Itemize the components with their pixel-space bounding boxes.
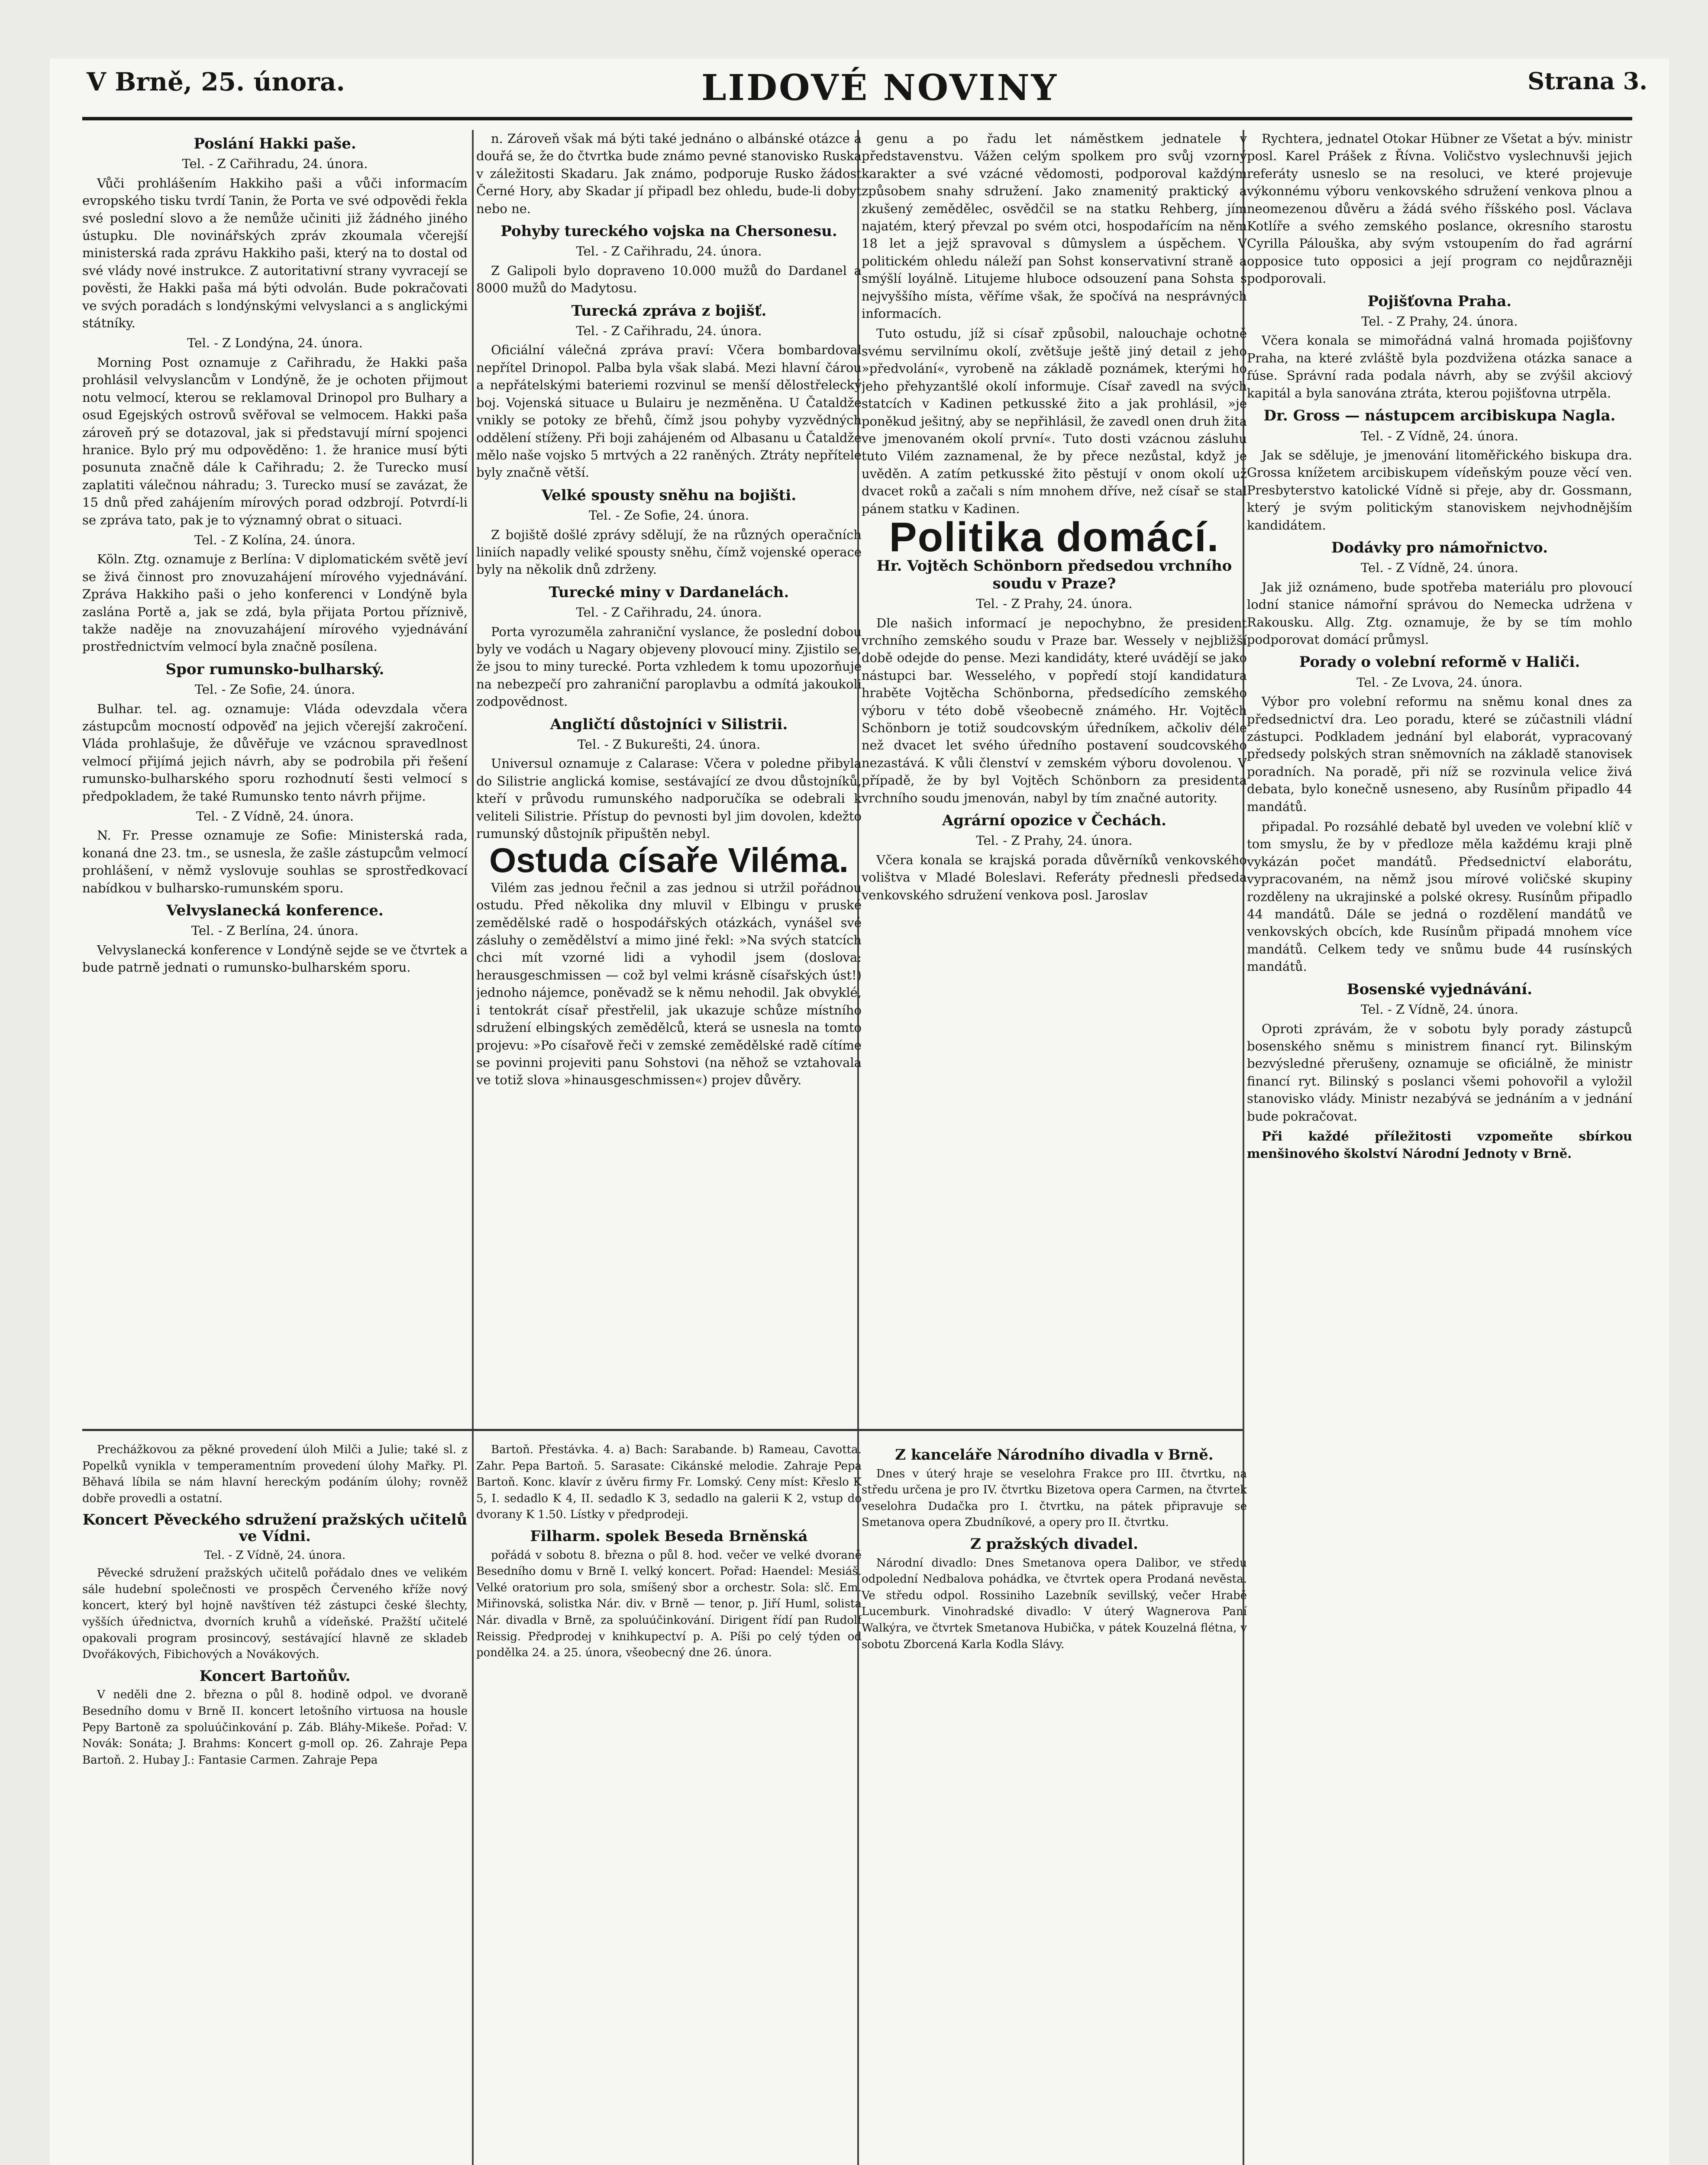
article-paragraph: Jak se sděluje, je jmenování litoměřického biskupa dra. Grossa knížetem arcibiskupem vídeňským pouze věcí ven. Presbyterstvo katolické Vídně si přeje, aby dr. Gossmann, který je svým politickým stanoviskem nejvhodnějším kandidátem.: [1247, 447, 1632, 533]
dateline: Tel. - Z Cařihradu, 24. února.: [576, 323, 762, 339]
article-paragraph: Národní divadlo: Dnes Smetanova opera Dalibor, ve středu odpolední Nedbalova pohádka, ve čtvrtek opera Prodaná nevěsta. Ve středu odpol. Rossiniho Lazebník sevillský, večer Hrabě Lucemburk. Vinohradské divadlo: V úterý Wagnerova Paní Walkýra, ve čtvrtek Smetanova Hubička, v pátek Kouzelná flétna, v sobotu Zborcená Karla Kodla Slávy.: [862, 1556, 1247, 1651]
masthead: LIDOVÉ NOVINY: [701, 67, 1059, 109]
dateline: Tel. - Z Bukurešti, 24. února.: [577, 737, 761, 752]
headline: Porady o volební reformě v Haliči.: [1299, 653, 1580, 671]
article-paragraph: Dnes v úterý hraje se veselohra Frakce pro III. čtvrtku, na středu určena je pro IV. čtvrtku Bizetova opera Carmen, na čtvrtek veselohra Dudačka pro I. čtvrtku, na pátek připravuje se Smetanova opera Zbudníkové, a opery pro II. čtvrtku.: [862, 1467, 1247, 1529]
headline: Z kanceláře Národního divadla v Brně.: [895, 1446, 1214, 1464]
lower-column-2: [476, 1442, 862, 2165]
article-paragraph: Velvyslanecká konference v Londýně sejde se ve čtvrtek a bude patrně jednati o rumunsko-bulharském sporu.: [82, 942, 468, 975]
dateline: Tel. - Z Vídně, 24. února.: [1361, 560, 1518, 575]
appeal-note: Při každé příležitosti vzpomeňte sbírkou menšinového školství Národní Jednoty v Brně.: [1247, 1128, 1632, 1161]
headline: Hr. Vojtěch Schönborn předsedou vrchního soudu v Praze?: [876, 557, 1232, 592]
headline: Koncert Pěveckého sdružení pražských učitelů ve Vídni.: [82, 1511, 468, 1545]
dateline: Tel. - Z Vídně, 24. února.: [196, 809, 354, 824]
article-paragraph: Oficiální válečná zpráva praví: Včera bombardoval nepřítel Drinopol. Palba byla však slabá. Mezi hlavní čárou a nepřátelskými bateriemi rozvinul se menší dělostřelecký boj. Vojenská situace u Bulairu je nezměněna. U Čataldže vnikly se potoky ze břehů, čímž jsou pohyby vyzvědných oddělení stíženy. Při boji zahájeném od Albasanu u Čataldže mělo naše vojsko 5 mrtvých a 22 raněných. Ztráty nepřítele byly značně větší.: [476, 343, 862, 480]
header-rule: [82, 117, 1632, 120]
article-paragraph: genu a po řadu let náměstkem jednatele v představenstvu. Vážen celým spolkem pro svůj vzorný karakter a své vzácné vědomosti, podporoval každým způsobem snahy sdružení. Jako znamenitý praktický a zkušený zemědělec, osvědčil se na statku Rehberg, jím najatém, který převzal po svém otci, hospodařícím na něm 18 let a jejž spravoval s dûmyslem a úspěchem. V politickém ohledu náleží pan Sohst konservativní straně a smýšlí loyálně. Litujeme hluboce odsouzení pana Sohsta s nejvyššího místa, věříme však, že spočívá na nesprávných informacích.: [862, 131, 1247, 321]
headline: Dr. Gross — nástupcem arcibiskupa Nagla.: [1263, 407, 1616, 425]
article-paragraph: Morning Post oznamuje z Cařihradu, že Hakki paša prohlásil velvyslancům v Londýně, že je ochoten přijmout notu velmocí, kterou se reklamoval Drinopol pro Bulhary a osud Egejských ostrovů svěřoval se velmocem. Hakki paša zároveň prý se dotazoval, jak si představují mírní spojenci hranice. Bylo prý mu odpověděno: 1. že hranice musí býti posunuta značně dále k Cařihradu; 2. že Turecko musí zaplatiti válečnou náhradu; 3. Turecko musí se zavázat, že 15 dnů před zahájením mírových porad odzbrojí. Potvrdí-li se zpráva tato, pak je to významný obrat o situaci.: [82, 355, 468, 527]
article-paragraph: n. Zároveň však má býti také jednáno o albánské otázce a douřá se, že do čtvrtka bude známo pevné stanovisko Ruska v záležitosti Skadaru. Jak známo, podporuje Rusko žádost Černé Hory, aby Skadar jí připadl bez ohledu, bude-li dobyt nebo ne.: [476, 131, 862, 216]
headline: Turecké miny v Dardanelách.: [549, 583, 789, 601]
headline: Pohyby tureckého vojska na Chersonesu.: [500, 223, 837, 240]
headline: Z pražských divadel.: [970, 1535, 1139, 1553]
dateline: Tel. - Z Prahy, 24. února.: [1361, 314, 1518, 329]
article-paragraph: Vilém zas jednou řečnil a zas jednou si utržil pořádnou ostudu. Před několika dny mluvil v Elbingu v pruské zemědělské radě o hospodářských otázkách, vynášel své zásluhy o zemědělství a mimo jiné řekl: »Na svých statcích chci mít vzorné lidi a vyhodil jsem (doslova: herausgeschmissen — což byl velmi krásně císařských úst!) jednoho nájemce, poněvadž se k němu nehodil. Jak obvyklé, i tentokrát císař přestřelil, jak ukazuje schůze místního sdružení elbingských zemědělců, která se usnesla na tomto projevu: »Po císařově řeči v zemské zemědělské radě cítíme se povinni projeviti panu Sohstovi (na něhož se vztahovala ve totiž slova »hinausgeschmissen«) projev důvěry.: [476, 880, 862, 1088]
article-paragraph: Oproti zprávám, že v sobotu byly porady zástupců bosenského sněmu s ministrem financí ryt. Bilinským bezvýsledné přerušeny, oznamuje se oficiálně, že ministr financí ryt. Bilinský s poslanci všemi pohovořil a vyložil stanovisko vlády. Ministr nezabývá se jednáním a v jednání bude pokračovat.: [1247, 1021, 1632, 1124]
headline: Dodávky pro námořnictvo.: [1331, 539, 1548, 556]
column-3: [862, 130, 1247, 1420]
lower-column-3: [862, 1442, 1247, 2165]
article-paragraph: Včera konala se krajská porada důvěrníků venkovského volištva v Mladé Boleslavi. Referáty přednesli předseda venkovského sdružení venkova posl. Jaroslav: [862, 852, 1247, 902]
article-paragraph: pořádá v sobotu 8. března o půl 8. hod. večer ve velké dvoraně Besedního domu v Brně I. velký koncert. Pořad: Haendel: Mesiáš. Velké oratorium pro sola, smíšený sbor a orchestr. Sola: slč. Em. Miřinovská, solistka Nár. div. v Brně — tenor, p. Jiří Huml, solista Nár. divadla v Brně, za spoluúčinkování. Dirigent řídí pan Rudolf Reissig. Předprodej v knihkupectví p. A. Píši po celý týden od pondělka 24. a 25. února, všeobecný dne 26. února.: [476, 1548, 862, 1660]
headline: Turecká zpráva z bojišť.: [571, 302, 767, 320]
dateline: Tel. - Z Vídně, 24. února.: [1361, 428, 1518, 443]
headline: Agrární opozice v Čechách.: [942, 812, 1166, 830]
lower-column-1: [82, 1442, 468, 2165]
article-paragraph: připadal. Po rozsáhlé debatě byl uveden ve volební klíč v tom smyslu, že by v předloze měla každému kraji plně vykázán počet mandátů. Předsednictví elaborátu, vypracovaném, na němž jsou mírové voličské skupiny rozděleny na ukrajinské a polské okresy. Rusínům připadlo 44 mandátů. Dále se jedná o rozdělení mandátů ve venkovských obcích, kde Rusínům připadá mnohem více mandátů. Celkem tedy ve snůmu bude 44 rusínských mandátů.: [1247, 819, 1632, 974]
column-divider: [472, 130, 474, 2165]
page-number: Strana 3.: [1527, 67, 1647, 95]
article-paragraph: Universul oznamuje z Calarase: Včera v poledne přibyla do Silistrie anglická komise, sestávající ze dvou důstojníků, kteří v průvodu rumunského nadporučíka se odebrali k veliteli Silistrie. Přístup do pevnosti byl jim dovolen, kdežto rumunský důstojník připuštěn nebyl.: [476, 756, 862, 841]
section-rule: [82, 1429, 1243, 1431]
article-paragraph: Jak již oznámeno, bude spotřeba materiálu pro plovoucí lodní stanice námořní správou do Nemecka udržena v Rakousku. Allg. Ztg. oznamuje, že by se tím mohlo podporovat domácí průmysl.: [1247, 579, 1632, 647]
column-2: [476, 130, 862, 1420]
article-paragraph: V neděli dne 2. března o půl 8. hodině odpol. ve dvoraně Besedního domu v Brně II. koncert letošního virtuosa na housle Pepy Bartoně za spoluúčinkování p. Záb. Bláhy-Mikeše. Pořad: V. Novák: Sonáta; J. Brahms: Koncert g-moll op. 26. Zahraje Pepa Bartoň. 2. Hubay J.: Fantasie Carmen. Zahraje Pepa: [82, 1688, 468, 1767]
article-paragraph: Rychtera, jednatel Otokar Hübner ze Všetat a býv. ministr posl. Karel Prášek z Řívna. Voličstvo vyslechnuvši jejich referáty usneslo se na resoluci, ve které projevuje výkonnému výboru venkovského sdružení venkova plnou a neomezenou důvěru a žádá svého říšského posl. Václava Kotlíře a svého zemského poslance, okresního starostu Cyrilla Pálouška, aby svým vstoupením do řad agrární opposice tuto opposici a její program co nejdůrazněji podporovali.: [1247, 131, 1632, 286]
dateline: Tel. - Ze Sofie, 24. února.: [194, 682, 355, 697]
article-paragraph: Bulhar. tel. ag. oznamuje: Vláda odevzdala včera zástupcům mocností odpověď na jejich včerejší zakročení. Vláda prohlašuje, že důvěřuje ve vzácnou spravedlnost velmocí přijímá jejich návrh, aby se podrobila při řešení rumunsko-bulharského sporu rozhodnutí šesti velmocí s předpokladem, že také Rumunsko tento návrh přijme.: [82, 701, 468, 804]
article-paragraph: Z Galipoli bylo dopraveno 10.000 mužů do Dardanel a 8000 mužů do Madytosu.: [476, 263, 862, 296]
article-paragraph: Prechážkovou za pěkné provedení úloh Milči a Julie; také sl. z Popelků vynikla v temperamentním provedení úlohy Mařky. Pl. Běhavá líbila se nám hlavní hereckým podáním úlohy; rovněž dobře provedli a ostatní.: [82, 1443, 468, 1505]
article-paragraph: Z bojiště došlé zprávy sdělují, že na různých operačních liniích napadly veliké spousty sněhu, čímž vojenské operace byly na několik dnů zdrženy.: [476, 527, 862, 577]
headline: Filharm. spolek Beseda Brněnská: [530, 1527, 808, 1545]
feature-headline: Ostuda císaře Viléma.: [489, 841, 849, 880]
article-paragraph: Pěvecké sdružení pražských učitelů pořádalo dnes ve velikém sále hudební společnosti ve prospěch Červeného kříže nový koncert, který byl hojně navštíven též zástupci české šlechty, vyšších úřednictva, dvorních kruhů a vídeňské. Pražští učitelé opakovali program prosincový, sestávající hlavně ze skladeb Dvořákových, Fibichových a Novákových.: [82, 1567, 468, 1661]
article-paragraph: Porta vyrozuměla zahraniční vyslance, že poslední dobou byly ve vodách u Nagary objeveny plovoucí miny. Zjistilo se, že jsou to miny turecké. Porta vzhledem k tomu upozorňuje na nebezpečí pro zahraniční paroplavbu a odmítá jakoukoli zodpovědnost.: [476, 624, 862, 709]
dateline: Tel. - Z Prahy, 24. února.: [976, 833, 1133, 848]
headline: Koncert Bartoňův.: [199, 1667, 351, 1685]
dateline: Tel. - Z Cařihradu, 24. února.: [576, 605, 762, 620]
column-1: [82, 130, 468, 1420]
dateline: Tel. - Z Kolína, 24. února.: [194, 532, 356, 547]
headline: Pojišťovna Praha.: [1367, 292, 1512, 310]
dateline: Tel. - Z Vídně, 24. února.: [1361, 1002, 1518, 1017]
headline: Angličtí důstojníci v Silistrii.: [550, 715, 788, 733]
article-paragraph: Tuto ostudu, jíž si císař způsobil, nalouchaje ochotně svému servilnímu okolí, zvětšuje ještě jiný detail z jeho »předvolání«, vyrobeně na základě poznámek, kterými ho jeho přehyzantšlé okolí informuje. Císař zavedl na svých statcích v Kadinen petkusské žito a jak prohlásil, »je poněkud ješitný, aby se nepřihlásil, že zavedl onen druh žita ve jmenovaném okolí první«. Tuto dosti vzácnou zásluhu tuto Vilém zaznamenal, že by přece nezůstal, když je uvěděn. A zatím petkusské žito pěstují v onom okolí už dvacet roků a začali s ním mnohem dříve, než císař se stal pánem statku v Kadinen.: [862, 326, 1247, 516]
dateline: Tel. - Z Berlína, 24. února.: [191, 923, 359, 938]
dateline: Tel. - Ze Lvova, 24. února.: [1356, 675, 1523, 690]
dateline: Tel. - Z Prahy, 24. února.: [976, 596, 1133, 611]
dateline: Tel. - Z Cařihradu, 24. února.: [576, 244, 762, 259]
column-4: [1247, 130, 1632, 2165]
article-paragraph: Včera konala se mimořádná valná hromada pojišťovny Praha, na které zvláště byla pozdvižena otázka sanace a fúse. Správní rada podala návrh, aby se zvýšil akciový kapitál a byla sanována ztráta, kterou pojišťovna utrpěla.: [1247, 333, 1632, 401]
article-paragraph: N. Fr. Presse oznamuje ze Sofie: Ministerská rada, konaná dne 23. tm., se usnesla, že zašle zástupcům velmocí prohlášení, v němž vyslovuje souhlas se sprostředkovací nabídkou v bulharsko-rumunském sporu.: [82, 828, 468, 895]
dateline: Tel. - Z Vídně, 24. února.: [204, 1548, 346, 1562]
headline: Poslání Hakki paše.: [194, 135, 356, 152]
headline: Velvyslanecká konference.: [166, 902, 384, 920]
article-paragraph: Bartoň. Přestávka. 4. a) Bach: Sarabande. b) Rameau, Cavotta. Zahr. Pepa Bartoň. 5. Sarasate: Cikánské melodie. Zahraje Pepa Bartoň. Konc. klavír z úvěru firmy Fr. Lomský. Ceny míst: Křeslo K 5, I. sedadlo K 4, II. sedadlo K 3, sedadlo na galerii K 2, vstup do dvorany K 1.50. Lístky v předprodeji.: [476, 1443, 862, 1522]
headline: Bosenské vyjednávání.: [1346, 980, 1533, 998]
article-paragraph: Köln. Ztg. oznamuje z Berlína: V diplomatickém světě jeví se živá činnost pro znovuzahájení mírového vyjednávání. Zpráva Hakkiho paši o jeho konferenci v Londýně byla zaslána Portě a, jak se zdá, byla přijata Portou příznivě, takže naděje na znovuzahájení mírového vyjednávání prostřednictvím velmocí byla značně posílena.: [82, 552, 468, 654]
article-paragraph: Výbor pro volební reformu na sněmu konal dnes za předsednictví dra. Leo poradu, které se zúčastnili vládní zástupci. Podkladem jednání byl elaborát, vypracovaný předsedy polských stran sněmovních na základě stanovisek poradních. Na poradě, při níž se rozvinula velice živá debata, bylo konečně usneseno, aby Rusínům připadlo 44 mandátů.: [1247, 694, 1632, 814]
issue-date: V Brně, 25. února.: [87, 67, 345, 97]
dateline: Tel. - Z Cařihradu, 24. února.: [182, 156, 368, 171]
article-paragraph: Dle našich informací je nepochybno, že president vrchního zemského soudu v Praze bar. Wessely v nejbližší době odejde do pense. Mezi kandidáty, které uvádějí se jako nástupci bar. Wesselého, v popředí stojí kandidatura hraběte Vojtěcha Schönborna, předsedícího zemského výboru v této době všeobecně známého. Hr. Vojtěch Schönborn je totiž soudcovským úředníkem, ačkoliv déle než dvacet let svého úředního postavení soudcovského nezastává. K vůli členství v zemském výboru dovolenou. V případě, že by byl Vojtěch Schönborn za presidenta vrchního soudu jmenován, nabyl by tím značné autority.: [862, 615, 1247, 805]
section-headline: Politika domácí.: [889, 514, 1220, 560]
dateline: Tel. - Ze Sofie, 24. února.: [588, 508, 749, 523]
dateline: Tel. - Z Londýna, 24. února.: [187, 336, 363, 351]
headline: Spor rumunsko-bulharský.: [165, 660, 384, 678]
article-paragraph: Vůči prohlášením Hakkiho paši a vůči informacím evropského tisku tvrdí Tanin, že Porta ve své odpovědi řekla své poslední slovo a že nemůže učiniti již žádného jiného ústupku. Dle novinářských zpráv zkoumala včerejší ministerská rada zprávu Hakkiho paši, který na to dostal od své vlády nové instrukce. Z autoritativní strany vyvracejí se pověsti, že Hakki paša má býti odvolán. Bude pokračovati ve svých poradách s londýnskými velvyslanci a s anglickými státníky.: [82, 175, 468, 331]
headline: Velké spousty sněhu na bojišti.: [541, 486, 797, 504]
